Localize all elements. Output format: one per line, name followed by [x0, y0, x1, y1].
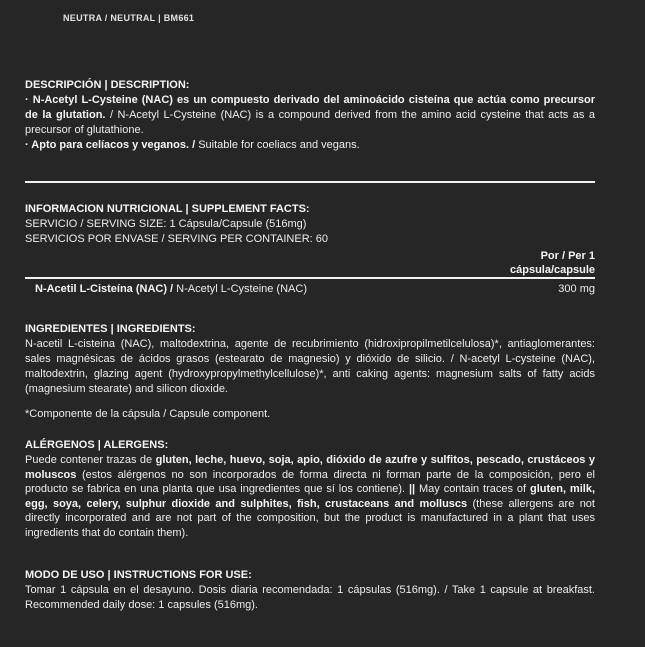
- supplement-facts-heading: INFORMACION NUTRICIONAL | SUPPLEMENT FACTS:: [25, 203, 310, 215]
- section-ingredients: [25, 322, 595, 422]
- capsule-component-note: *Componente de la cápsula / Capsule component.: [25, 408, 271, 420]
- ingredients-heading: INGREDIENTES | INGREDIENTS:: [25, 323, 196, 335]
- facts-row-name-en: N-Acetyl L-Cysteine (NAC): [173, 283, 307, 295]
- description-bullet-1-en: / N-Acetyl L-Cysteine (NAC) is a compound derived from the amino acid cysteine that acts as a precursor of glutathione.: [25, 109, 595, 136]
- description-heading: DESCRIPCIÓN | DESCRIPTION:: [25, 79, 190, 91]
- facts-column-header: [25, 249, 595, 277]
- separator-line-top: [25, 181, 595, 183]
- section-allergens: [25, 438, 595, 540]
- facts-column-header-line2: cápsula/capsule: [510, 264, 595, 276]
- separator-line-facts: [25, 277, 595, 279]
- description-bullet-1: [25, 93, 595, 138]
- section-description: [25, 78, 595, 153]
- description-bullet-1-es: · N-Acetyl L-Cysteine (NAC) es un compuesto derivado del aminoácido cisteína que actúa como precursor de la glutation.: [25, 94, 595, 121]
- description-bullet-2-es: · Apto para celíacos y veganos. /: [25, 139, 196, 151]
- label-page: [0, 11, 645, 613]
- facts-row-value: 300 mg: [558, 283, 595, 295]
- allergens-body: Puede contener trazas de gluten, leche, huevo, soja, apio, dióxido de azufre y sulfitos, pescado, crustáceos y moluscos (estos alérgenos no son incorporados de forma directa ni forman parte de la composición, pero el producto se fabrica en una planta que usa ingredientes que sí los contiene). || May contain traces of gluten, milk, egg, soya, celery, sulphur dioxide and sulphites, fish, crustaceans and molluscs (these allergens are not directly incorporated and are not part of the composition, but the product is manufactured in a plant that uses ingredients that do contain them).: [25, 454, 595, 539]
- serving-size-line: SERVICIO / SERVING SIZE: 1 Cápsula/Capsule (516mg): [25, 218, 307, 230]
- product-variant-code: NEUTRA / NEUTRAL | BM661: [63, 13, 195, 23]
- section-supplement-facts: [25, 202, 595, 297]
- description-bullet-2-en: Suitable for coeliacs and vegans.: [195, 139, 360, 151]
- instructions-heading: MODO DE USO | INSTRUCTIONS FOR USE:: [25, 569, 252, 581]
- facts-row: [25, 282, 595, 297]
- instructions-body: Tomar 1 cápsula en el desayuno. Dosis diaria recomendada: 1 cápsulas (516mg). / Take 1 capsule at breakfast. Recommended daily dose: 1 capsules (516mg).: [25, 584, 595, 611]
- facts-column-header-line1: Por / Per 1: [540, 250, 595, 262]
- facts-row-name-es: N-Acetil L-Cisteína (NAC) /: [35, 283, 174, 295]
- facts-row-name: [35, 282, 307, 297]
- ingredients-body: N-acetil L-cisteina (NAC), maltodextrina, agente de recubrimiento (hidroxipropilmetilcelulosa)*, antiaglomerantes: sales magnésicas de ácidos grasos (estearato de magnesio) y dióxido de silicio. / N-acetyl L-cysteine (NAC), maltodextrin, glazing agent (hydroxypropylmethylcellulose)*, anti caking agents: magnesium salts of fatty acids (magnesium stearate) and silicon dioxide.: [25, 338, 595, 395]
- servings-per-container-line: SERVICIOS POR ENVASE / SERVING PER CONTAINER: 60: [25, 233, 328, 245]
- description-bullet-2: [25, 138, 595, 153]
- allergens-heading: ALÉRGENOS | ALERGENS:: [25, 439, 169, 451]
- section-instructions: [25, 568, 595, 613]
